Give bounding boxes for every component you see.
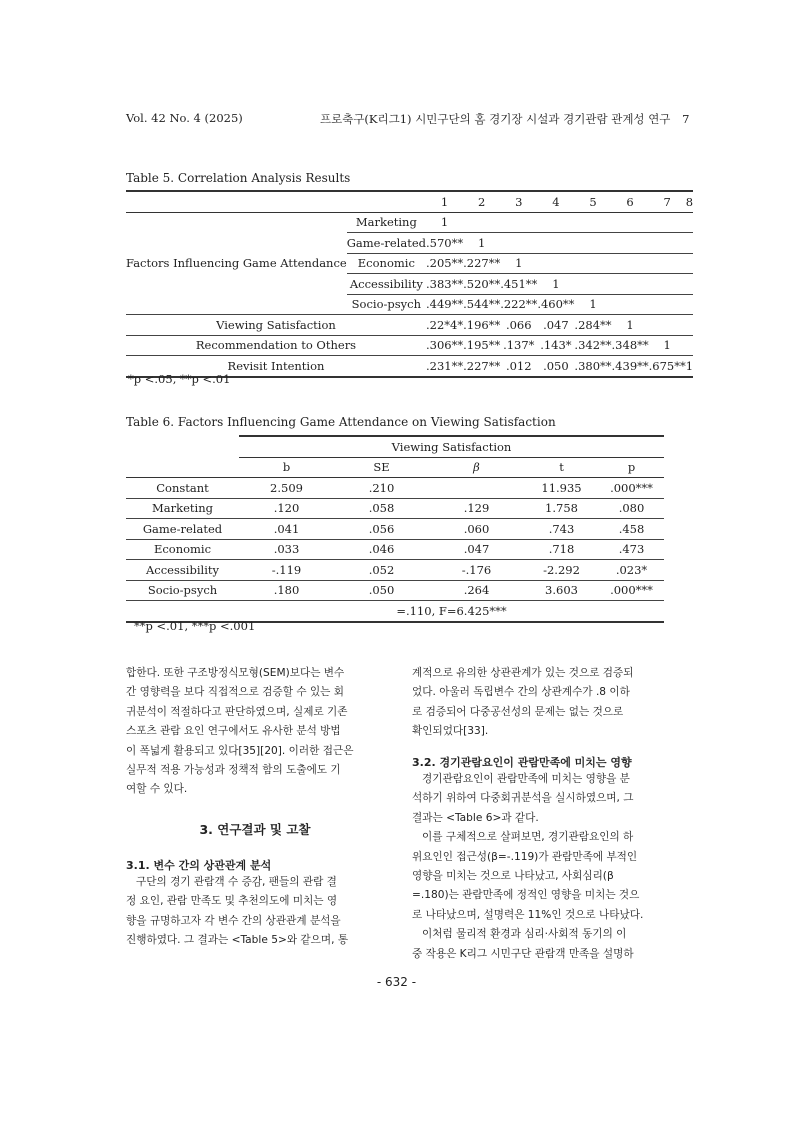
table-cell: 1	[574, 294, 611, 315]
text-line: 로 나타났으며, 설명력은 11%인 것으로 나타났다.	[412, 908, 644, 921]
table-cell: .227**	[463, 253, 500, 274]
table6-col-header: b	[239, 457, 334, 478]
table-cell: 1	[440, 215, 449, 230]
table-cell: .066	[500, 315, 537, 336]
text-line: 향을 규명하고자 각 변수 간의 상관관계 분석을	[126, 914, 341, 927]
table-cell: .023*	[599, 560, 664, 581]
table5-col-header: 4	[537, 191, 574, 212]
table-cell: .180	[239, 580, 334, 601]
page-number: - 632 -	[376, 975, 417, 989]
right-paragraph-1	[412, 664, 670, 742]
table-row	[126, 212, 693, 233]
table-row	[126, 498, 664, 519]
table-cell: .056	[334, 519, 429, 540]
table6-summary: =.110, F=6.425***	[239, 601, 664, 622]
table-cell: .195**	[463, 335, 500, 356]
table-cell: 1	[649, 335, 686, 356]
table5-col-header: 5	[574, 191, 611, 212]
table5-col-header: 2	[463, 191, 500, 212]
text-line: 위요인인 접근성(β=-.119)가 관람만족에 부적인	[412, 850, 638, 863]
table-cell: 1	[537, 274, 574, 295]
table-cell: .458	[599, 519, 664, 540]
table-cell: .22*4*	[426, 315, 463, 336]
table-cell: .473	[599, 539, 664, 560]
table-cell: 1	[612, 315, 649, 336]
table-cell: .743	[524, 519, 599, 540]
text-line: 간 영향력을 보다 직접적으로 검증할 수 있는 회	[126, 686, 345, 699]
table-cell: 1.758	[524, 498, 599, 519]
table-cell: .000***	[599, 478, 664, 499]
text-line: 영향을 미치는 것으로 나타났고, 사회심리(β	[412, 870, 614, 883]
table-cell: .058	[334, 498, 429, 519]
text-line: 결과는 <Table 6>과 같다.	[412, 811, 539, 824]
text-line: 석하기 위하여 다중회귀분석을 실시하였으며, 그	[412, 792, 634, 805]
table-cell: .231**	[426, 356, 463, 377]
row-label: Socio-psych	[347, 294, 426, 315]
table6-col-header: p	[599, 457, 664, 478]
table-cell: -.176	[429, 560, 524, 581]
table-cell: .080	[599, 498, 664, 519]
table-cell: 2.509	[239, 478, 334, 499]
running-title-text: 프로축구(K리그1) 시민구단의 홈 경기장 시설과 경기관람 관계성 연구	[320, 112, 671, 126]
table-cell: .264	[429, 580, 524, 601]
row-label: Game-related	[347, 233, 426, 254]
row-label: Recommendation to Others	[126, 335, 426, 356]
table-cell: .227**	[463, 356, 500, 377]
text-line: 구단의 경기 관람객 수 증감, 팬들의 관람 결	[136, 876, 337, 888]
text-line: 이를 구체적으로 살펴보면, 경기관람요인의 하	[422, 831, 634, 844]
table6-note: **p <.01, ***p <.001	[134, 619, 256, 633]
table5	[126, 190, 693, 378]
table-row	[126, 519, 664, 540]
table6-col-header: SE	[334, 457, 429, 478]
row-label: Constant	[126, 478, 239, 499]
left-paragraph-2	[126, 873, 384, 951]
table5-group-label: Factors Influencing Game Attendance	[126, 255, 347, 270]
table-cell: .033	[239, 539, 334, 560]
table5-header-row	[126, 191, 693, 212]
table-cell: .196**	[463, 315, 500, 336]
table5-col-header: 1	[426, 191, 463, 212]
row-label: Game-related	[126, 519, 239, 540]
text-line: 경기관람요인이 관람만족에 미치는 영향을 분	[422, 773, 630, 785]
text-line: 귀분석이 적절하다고 판단하였으며, 실제로 기존	[126, 705, 348, 718]
table-cell: .675**	[649, 356, 686, 377]
table-cell	[429, 478, 524, 499]
table-cell: .520**	[463, 274, 500, 295]
table6-header-row	[126, 457, 664, 478]
table-cell: .046	[334, 539, 429, 560]
text-line: 스포츠 관람 요인 연구에서도 유사한 분석 방법	[126, 725, 341, 738]
table5-note: *p <.05, **p <.01	[128, 372, 231, 386]
table-cell: .449**	[426, 294, 463, 315]
subsection-title-3-2: 3.2. 경기관람요인이 관람만족에 미치는 영향	[412, 756, 632, 769]
table-cell: .205**	[426, 253, 463, 274]
table-row	[126, 580, 664, 601]
table-cell: .050	[537, 356, 574, 377]
table-cell: .718	[524, 539, 599, 560]
table-cell: .439**	[612, 356, 649, 377]
table-cell: .000***	[599, 580, 664, 601]
table-cell: .210	[334, 478, 429, 499]
table-cell: .052	[334, 560, 429, 581]
table-cell: 1	[463, 233, 500, 254]
row-label: Viewing Satisfaction	[126, 315, 426, 336]
table-row	[126, 560, 664, 581]
table-cell: .137*	[500, 335, 537, 356]
table-row	[126, 539, 664, 560]
table-cell: .342**	[574, 335, 611, 356]
table-cell: .041	[239, 519, 334, 540]
row-label: Economic	[126, 539, 239, 560]
table-cell: .050	[334, 580, 429, 601]
table-cell: .047	[429, 539, 524, 560]
table-cell: .451**	[500, 274, 537, 295]
table-cell: .143*	[537, 335, 574, 356]
text-line: 여할 수 있다.	[126, 783, 188, 796]
table-row	[126, 335, 693, 356]
text-line: 진행하였다. 그 결과는 <Table 5>와 같으며, 통	[126, 934, 349, 947]
table6-caption: Table 6. Factors Influencing Game Attendance on Viewing Satisfaction	[126, 415, 556, 429]
table-cell: -.119	[239, 560, 334, 581]
text-line: 확인되었다[33].	[412, 725, 489, 738]
table6-group-header-row	[126, 436, 664, 457]
text-line: 합한다. 또한 구조방정식모형(SEM)보다는 변수	[126, 667, 345, 679]
text-line: 로 검증되어 다중공선성의 문제는 없는 것으로	[412, 705, 624, 718]
journal-volume: Vol. 42 No. 4 (2025)	[126, 111, 243, 125]
right-paragraph-2	[412, 770, 670, 964]
row-label: Economic	[347, 253, 426, 274]
table6-group-header: Viewing Satisfaction	[239, 436, 664, 457]
text-line: 이처럼 물리적 환경과 심리·사회적 동기의 이	[422, 928, 627, 941]
table-cell: .047	[537, 315, 574, 336]
row-label: Revisit Intention	[126, 356, 426, 377]
subsection-title-3-1: 3.1. 변수 간의 상관관계 분석	[126, 859, 272, 872]
table5-col-header: 6	[612, 191, 649, 212]
table-cell: .120	[239, 498, 334, 519]
table-row	[126, 478, 664, 499]
table-cell: .060	[429, 519, 524, 540]
table6-col-header: β	[429, 457, 524, 478]
row-label: Marketing	[355, 215, 417, 230]
table-cell: .348**	[612, 335, 649, 356]
table-cell: 1	[686, 356, 693, 377]
table-cell: .460**	[537, 294, 574, 315]
section-title: 3. 연구결과 및 고찰	[199, 822, 311, 837]
left-paragraph-1	[126, 664, 384, 800]
table5-caption: Table 5. Correlation Analysis Results	[126, 171, 351, 185]
table-cell: .222**	[500, 294, 537, 315]
table6	[126, 435, 664, 623]
text-line: 었다. 아울러 독립변수 간의 상관계수가 .8 이하	[412, 686, 630, 699]
table5-col-header: 3	[500, 191, 537, 212]
table-cell: 11.935	[524, 478, 599, 499]
text-line: 정 요인, 관람 만족도 및 추천의도에 미치는 영	[126, 895, 338, 908]
running-title	[320, 111, 690, 127]
text-line: 계적으로 유의한 상관관계가 있는 것으로 검증되	[412, 667, 634, 679]
table-cell: 1	[500, 253, 537, 274]
text-line: 이 폭넓게 활용되고 있다[35][20]. 이러한 접근은	[126, 744, 354, 757]
table-cell: .380**	[574, 356, 611, 377]
table-cell: 3.603	[524, 580, 599, 601]
table-cell: -2.292	[524, 560, 599, 581]
table-cell: .544**	[463, 294, 500, 315]
table5-col-header: 7	[649, 191, 686, 212]
table-cell: .383**	[426, 274, 463, 295]
row-label: Accessibility	[126, 560, 239, 581]
table-cell: .129	[429, 498, 524, 519]
table-cell: .570**	[426, 233, 463, 254]
table5-col-header: 8	[686, 191, 693, 212]
row-label: Socio-psych	[126, 580, 239, 601]
text-line: 중 작용은 K리그 시민구단 관람객 만족을 설명하	[412, 947, 634, 960]
text-line: =.180)는 관람만족에 정적인 영향을 미치는 것으	[412, 889, 640, 902]
table6-col-header: t	[524, 457, 599, 478]
row-label: Marketing	[126, 498, 239, 519]
header-page-number: 7	[682, 112, 690, 126]
table-cell: .306**	[426, 335, 463, 356]
table-row	[126, 315, 693, 336]
table-cell: .012	[500, 356, 537, 377]
text-line: 실무적 적용 가능성과 정책적 함의 도출에도 기	[126, 764, 341, 777]
table-cell: .284**	[574, 315, 611, 336]
row-label: Accessibility	[347, 274, 426, 295]
